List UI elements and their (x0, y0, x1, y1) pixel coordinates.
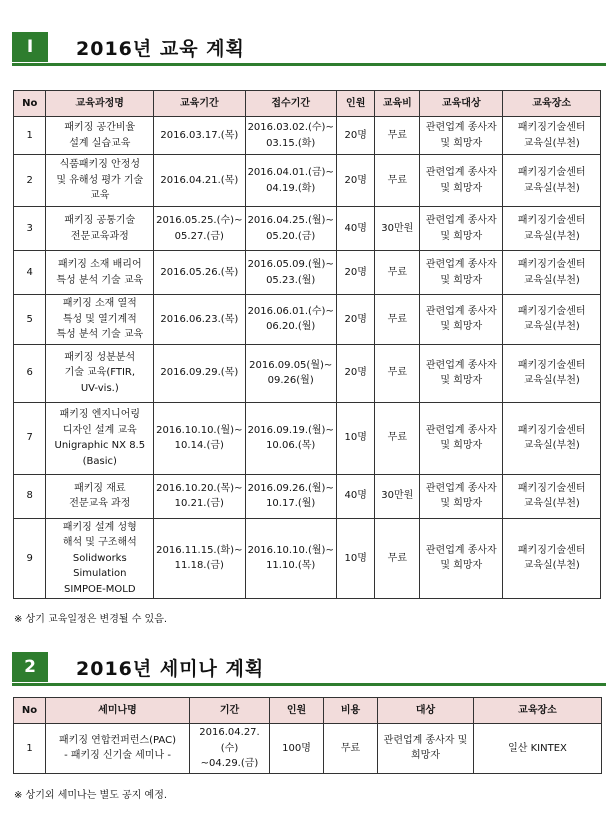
section-2-title: 2016년 세미나 계획 (76, 658, 265, 680)
table-cell: 무료 (375, 251, 420, 295)
table-cell: 2016.10.10.(월)~ 10.14.(금) (154, 402, 245, 474)
table-cell: 관련업계 종사자 및 희망자 (420, 518, 503, 599)
table-cell: 10명 (336, 518, 375, 599)
table-cell: 4 (14, 251, 46, 295)
table-cell: 2016.03.02.(수)~ 03.15.(화) (245, 117, 336, 155)
table-cell: 2016.10.10.(월)~ 11.10.(목) (245, 518, 336, 599)
table-cell: 2016.04.01.(금)~ 04.19.(화) (245, 155, 336, 207)
table-row (14, 474, 601, 518)
table-cell: 패키징기술센터 교육실(부천) (503, 295, 601, 345)
table-cell: 20명 (336, 155, 375, 207)
table-cell: 20명 (336, 251, 375, 295)
table-cell: 9 (14, 518, 46, 599)
table-cell: 패키징 공간비율 설계 실습교육 (46, 117, 154, 155)
column-header: 교육대상 (420, 91, 503, 117)
table-cell: 관련업계 종사자 및 희망자 (420, 402, 503, 474)
table-row (14, 518, 601, 599)
column-header: No (14, 698, 46, 724)
table-cell: 패키징기술센터 교육실(부천) (503, 518, 601, 599)
table-cell: 무료 (375, 155, 420, 207)
table-cell: 2016.05.09.(월)~ 05.23.(월) (245, 251, 336, 295)
table-cell: 패키징기술센터 교육실(부천) (503, 344, 601, 402)
table-cell: 무료 (375, 117, 420, 155)
table-row (14, 155, 601, 207)
table-cell: 100명 (270, 724, 324, 774)
table-cell: 2016.03.17.(목) (154, 117, 245, 155)
table-cell: 관련업계 종사자 및 희망자 (420, 117, 503, 155)
table-cell: 무료 (375, 295, 420, 345)
table-cell: 관련업계 종사자 및 희망자 (420, 474, 503, 518)
column-header: 기간 (190, 698, 270, 724)
table-cell: 6 (14, 344, 46, 402)
column-header: 인원 (270, 698, 324, 724)
table-cell: 패키징 성분분석 기술 교육(FTIR, UV-vis.) (46, 344, 154, 402)
table-cell: 패키징 재료 전문교육 과정 (46, 474, 154, 518)
table-cell: 5 (14, 295, 46, 345)
table-cell: 패키징기술센터 교육실(부천) (503, 251, 601, 295)
table-cell: 20명 (336, 117, 375, 155)
table-cell: 패키징기술센터 교육실(부천) (503, 117, 601, 155)
table-cell: 무료 (375, 518, 420, 599)
table-header-row (14, 91, 601, 117)
column-header: 교육과정명 (46, 91, 154, 117)
section-2-header (12, 652, 606, 686)
table-cell: 3 (14, 207, 46, 251)
seminar-note: ※ 상기외 세미나는 별도 공지 예정. (14, 790, 168, 801)
section-2-rule (12, 683, 606, 686)
table-cell: 10명 (336, 402, 375, 474)
column-header: 대상 (378, 698, 474, 724)
table-cell: 2016.11.15.(화)~ 11.18.(금) (154, 518, 245, 599)
table-cell: 관련업계 종사자 및 희망자 (420, 251, 503, 295)
column-header: 인원 (336, 91, 375, 117)
table-cell: 관련업계 종사자 및 희망자 (420, 207, 503, 251)
table-cell: 40명 (336, 474, 375, 518)
column-header: 접수기간 (245, 91, 336, 117)
table-cell: 패키징기술센터 교육실(부천) (503, 474, 601, 518)
table-cell: 패키징 소재 배리어 특성 분석 기술 교육 (46, 251, 154, 295)
table-row (14, 344, 601, 402)
table-cell: 관련업계 종사자 및 희망자 (420, 344, 503, 402)
education-note: ※ 상기 교육일정은 변경될 수 있음. (14, 614, 168, 625)
table-row (14, 402, 601, 474)
table-cell: 2016.09.19.(월)~ 10.06.(목) (245, 402, 336, 474)
table-cell: 패키징 소재 열적 특성 및 열기계적 특성 분석 기술 교육 (46, 295, 154, 345)
table-cell: 2016.09.29.(목) (154, 344, 245, 402)
table-cell: 1 (14, 117, 46, 155)
table-cell: 2016.04.27.(수) ~04.29.(금) (190, 724, 270, 774)
table-row (14, 724, 602, 774)
table-cell: 패키징기술센터 교육실(부천) (503, 155, 601, 207)
table-cell: 20명 (336, 295, 375, 345)
table-cell: 패키징 공통기술 전문교육과정 (46, 207, 154, 251)
column-header: 교육기간 (154, 91, 245, 117)
column-header: No (14, 91, 46, 117)
section-1-number: I (12, 32, 48, 62)
section-2-number: 2 (12, 652, 48, 682)
table-cell: 2016.09.05(월)~ 09.26(월) (245, 344, 336, 402)
table-cell: 관련업계 종사자 및 희망자 (420, 295, 503, 345)
section-1-title: 2016년 교육 계획 (76, 38, 245, 60)
table-cell: 패키징기술센터 교육실(부천) (503, 207, 601, 251)
table-cell: 30만원 (375, 207, 420, 251)
table-cell: 8 (14, 474, 46, 518)
table-cell: 관련업계 종사자 및 희망자 (378, 724, 474, 774)
table-cell: 2 (14, 155, 46, 207)
table-cell: 2016.06.23.(목) (154, 295, 245, 345)
table-cell: 패키징기술센터 교육실(부천) (503, 402, 601, 474)
table-cell: 40명 (336, 207, 375, 251)
column-header: 교육장소 (503, 91, 601, 117)
section-1-rule (12, 63, 606, 66)
table-row (14, 117, 601, 155)
seminar-plan-table (13, 697, 602, 774)
column-header: 교육비 (375, 91, 420, 117)
table-cell: 30만원 (375, 474, 420, 518)
table-cell: 무료 (324, 724, 378, 774)
table-cell: 무료 (375, 344, 420, 402)
table-cell: 2016.10.20.(목)~ 10.21.(금) (154, 474, 245, 518)
table-row (14, 295, 601, 345)
table-cell: 무료 (375, 402, 420, 474)
table-cell: 2016.09.26.(월)~ 10.17.(월) (245, 474, 336, 518)
table-cell: 2016.04.21.(목) (154, 155, 245, 207)
table-header-row (14, 698, 602, 724)
table-cell: 2016.04.25.(월)~ 05.20.(금) (245, 207, 336, 251)
table-cell: 7 (14, 402, 46, 474)
education-plan-table (13, 90, 601, 599)
table-cell: 2016.05.25.(수)~ 05.27.(금) (154, 207, 245, 251)
table-row (14, 251, 601, 295)
table-cell: 2016.05.26.(목) (154, 251, 245, 295)
table-cell: 1 (14, 724, 46, 774)
table-cell: 패키징 연합컨퍼런스(PAC) - 패키징 신기술 세미나 - (46, 724, 190, 774)
column-header: 교육장소 (474, 698, 602, 724)
column-header: 세미나명 (46, 698, 190, 724)
table-cell: 관련업계 종사자 및 희망자 (420, 155, 503, 207)
table-cell: 20명 (336, 344, 375, 402)
column-header: 비용 (324, 698, 378, 724)
table-cell: 식품패키징 안정성 및 유해성 평가 기술 교육 (46, 155, 154, 207)
table-cell: 2016.06.01.(수)~ 06.20.(월) (245, 295, 336, 345)
table-cell: 패키징 설계 성형 해석 및 구조해석 Solidworks Simulation SIMPOE-MOLD (46, 518, 154, 599)
section-1-header (12, 32, 606, 66)
table-cell: 패키징 엔지니어링 디자인 설계 교육 Unigraphic NX 8.5 (Basic) (46, 402, 154, 474)
table-row (14, 207, 601, 251)
table-cell: 일산 KINTEX (474, 724, 602, 774)
